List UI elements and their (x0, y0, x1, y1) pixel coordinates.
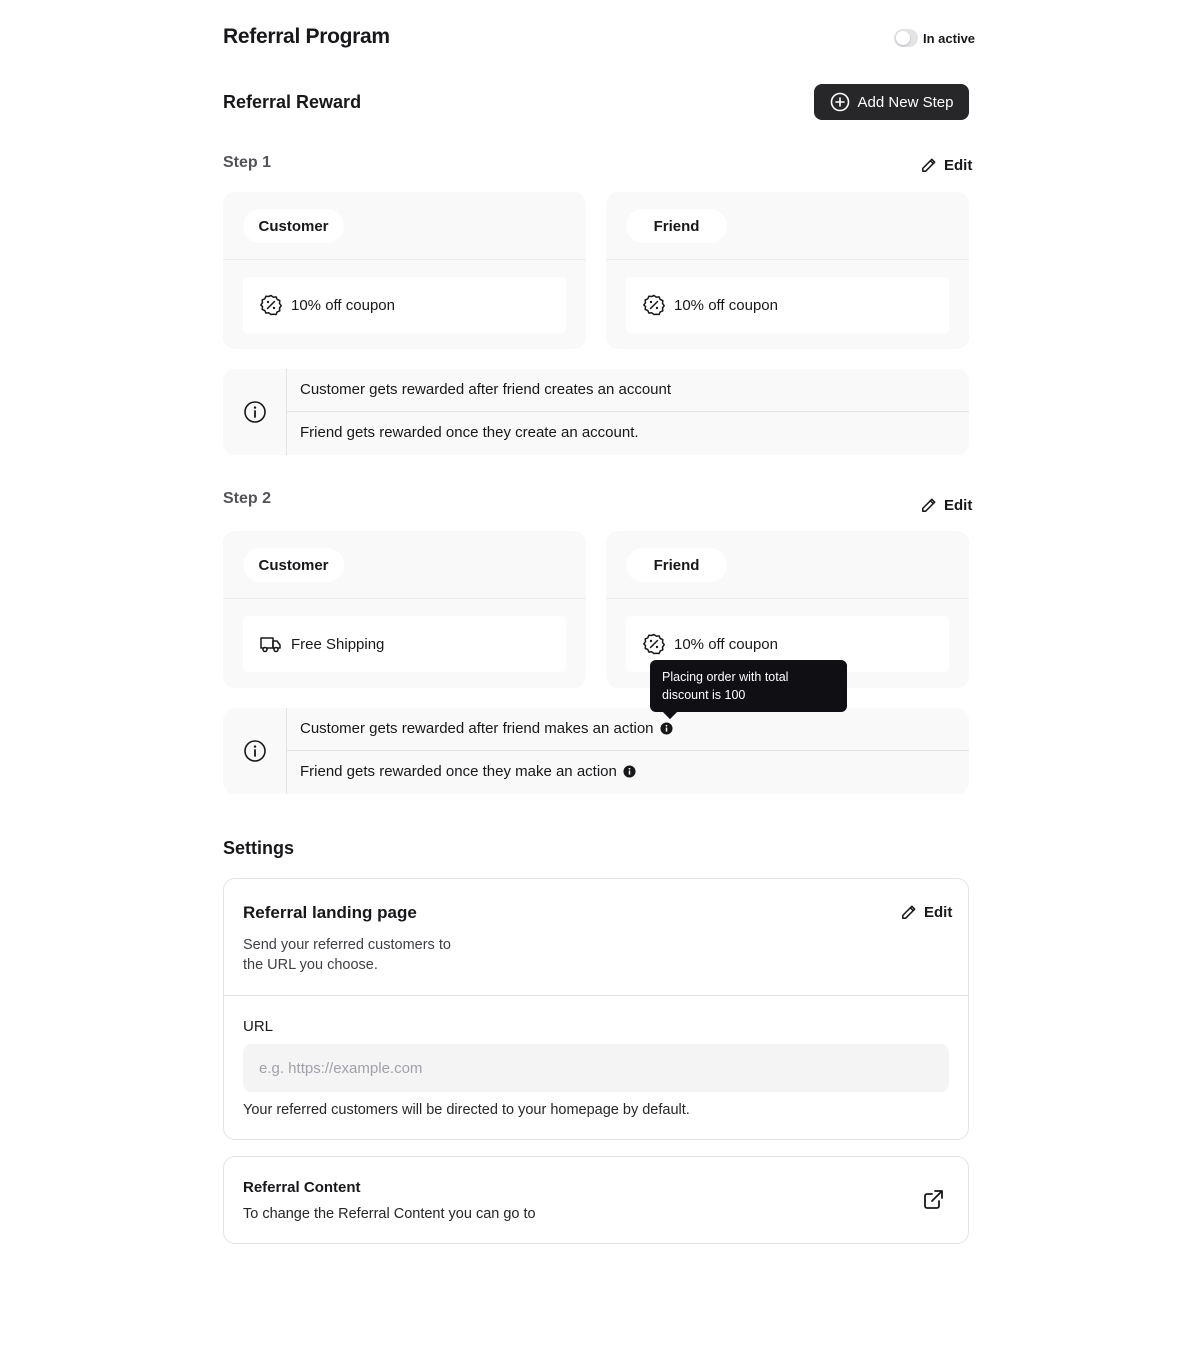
add-new-step-button[interactable] (814, 84, 969, 120)
step-2-title: Step 2 (223, 490, 272, 507)
step-1-customer-card (223, 192, 586, 349)
reward-label: Free Shipping (291, 635, 385, 653)
step-1-customer-rule: Customer gets rewarded after friend creates an account (300, 381, 672, 398)
step-2-customer-reward (243, 616, 566, 672)
referral-content-card (223, 1156, 969, 1244)
step-1-info-box (223, 369, 969, 455)
rule-text: Friend gets rewarded once they make an action (300, 763, 617, 780)
url-input[interactable] (243, 1044, 949, 1092)
reward-label: 10% off coupon (674, 635, 778, 653)
pencil-icon (899, 903, 918, 922)
step-1-friend-reward (626, 277, 949, 333)
referral-landing-page-card (223, 878, 969, 1140)
status-toggle[interactable] (894, 29, 918, 47)
divider (287, 750, 969, 751)
step-2-friend-rule (300, 763, 636, 780)
add-new-step-label: Add New Step (857, 93, 954, 111)
step-1-friend-rule: Friend gets rewarded once they create an account. (300, 424, 639, 441)
plus-circle-icon (830, 92, 850, 112)
step-1-edit-button[interactable] (919, 156, 972, 175)
reward-label: 10% off coupon (674, 296, 778, 314)
toggle-knob (896, 31, 910, 45)
customer-pill: Customer (243, 548, 344, 582)
tooltip (650, 660, 847, 712)
info-filled-icon[interactable] (660, 722, 673, 735)
info-filled-icon[interactable] (623, 765, 636, 778)
truck-icon (259, 632, 283, 656)
url-label: URL (243, 1018, 274, 1035)
edit-label: Edit (924, 904, 953, 921)
step-1-customer-reward (243, 277, 566, 333)
discount-badge-icon (642, 632, 666, 656)
friend-pill: Friend (626, 548, 727, 582)
pencil-icon (919, 496, 938, 515)
referral-content-description: To change the Referral Content you can go to (243, 1206, 536, 1222)
divider (287, 411, 969, 412)
discount-badge-icon (642, 293, 666, 317)
pencil-icon (919, 156, 938, 175)
description-line-1: Send your referred customers to (243, 937, 451, 953)
external-link-icon[interactable] (921, 1188, 945, 1212)
referral-content-title: Referral Content (243, 1179, 361, 1196)
landing-page-edit-button[interactable] (899, 903, 952, 922)
description-line-2: the URL you choose. (243, 957, 378, 973)
discount-badge-icon (259, 293, 283, 317)
step-2-customer-rule (300, 720, 673, 737)
rule-text: Customer gets rewarded after friend makes an action (300, 720, 654, 737)
friend-pill: Friend (626, 209, 727, 243)
edit-label: Edit (944, 497, 973, 514)
step-2-edit-button[interactable] (919, 496, 972, 515)
status-label: In active (923, 30, 976, 46)
step-2-customer-card (223, 531, 586, 688)
landing-page-title: Referral landing page (243, 903, 417, 922)
page-title: Referral Program (223, 25, 390, 48)
settings-title: Settings (223, 838, 295, 858)
reward-label: 10% off coupon (291, 296, 395, 314)
info-icon (223, 708, 287, 794)
edit-label: Edit (944, 157, 973, 174)
customer-pill: Customer (243, 209, 344, 243)
referral-reward-title: Referral Reward (223, 92, 362, 112)
tooltip-text: Placing order with total discount is 100 (662, 670, 789, 702)
url-helper-text: Your referred customers will be directed to your homepage by default. (243, 1102, 690, 1118)
step-1-title: Step 1 (223, 154, 272, 171)
status-toggle-group[interactable] (894, 29, 975, 47)
divider (224, 995, 968, 996)
landing-page-description (243, 935, 451, 975)
step-2-info-box (223, 708, 969, 794)
info-icon (223, 369, 287, 455)
step-1-friend-card (606, 192, 969, 349)
